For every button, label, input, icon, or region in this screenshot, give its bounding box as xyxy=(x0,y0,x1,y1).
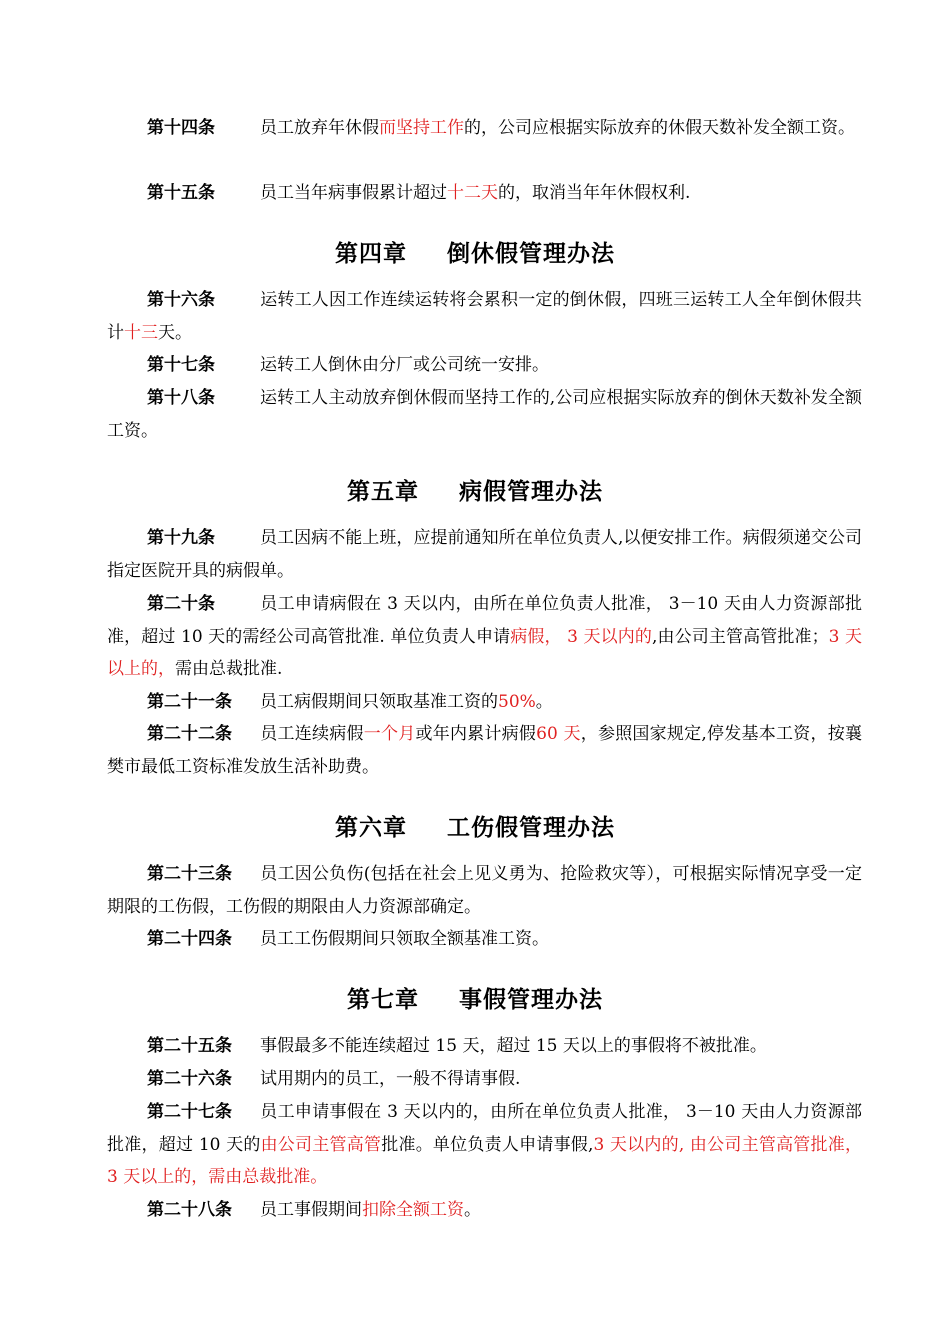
article-label: 第二十八条 xyxy=(147,1200,232,1220)
article-label: 第十六条 xyxy=(147,290,215,310)
article-label: 第十四条 xyxy=(147,118,215,138)
article-label: 第二十一条 xyxy=(147,692,232,712)
article-label: 第二十二条 xyxy=(147,724,232,744)
article-label: 第二十四条 xyxy=(147,929,232,949)
article-27: 第二十七条 员工申请事假在 3 天以内的，由所在单位负责人批准， 3－10 天由人力资源部批准，超过 10 天的由公司主管高管批准。单位负责人申请事假,3 天以内的, 由公司主管高管批准，3 天以上的，需由总裁批准。 xyxy=(107,1096,862,1194)
article-23: 第二十三条 员工因公负伤(包括在社会上见义勇为、抢险救灾等），可根据实际情况享受一定期限的工伤假，工伤假的期限由人力资源部确定。 xyxy=(107,858,862,923)
article-label: 第十九条 xyxy=(147,528,215,548)
article-label: 第二十条 xyxy=(147,594,215,614)
chapter-4-heading: 第四章 倒休假管理办法 xyxy=(335,240,615,267)
article-26: 第二十六条 试用期内的员工，一般不得请事假. xyxy=(107,1063,862,1096)
article-21: 第二十一条 员工病假期间只领取基准工资的50%。 xyxy=(107,686,862,719)
article-label: 第二十六条 xyxy=(147,1069,232,1089)
article-28: 第二十八条 员工事假期间扣除全额工资。 xyxy=(107,1194,862,1227)
article-label: 第二十三条 xyxy=(147,864,232,884)
article-24: 第二十四条 员工工伤假期间只领取全额基准工资。 xyxy=(107,923,862,956)
article-label: 第二十七条 xyxy=(147,1102,232,1122)
article-label: 第十七条 xyxy=(147,355,215,375)
article-15: 第十五条 员工当年病事假累计超过十二天的，取消当年年休假权利. xyxy=(107,177,862,210)
article-19: 第十九条 员工因病不能上班，应提前通知所在单位负责人,以便安排工作。病假须递交公司指定医院开具的病假单。 xyxy=(107,522,862,587)
article-label: 第十八条 xyxy=(147,388,215,408)
article-17: 第十七条 运转工人倒休由分厂或公司统一安排。 xyxy=(107,349,862,382)
chapter-7-heading: 第七章 事假管理办法 xyxy=(347,986,603,1013)
article-16: 第十六条 运转工人因工作连续运转将会累积一定的倒休假，四班三运转工人全年倒休假共计十三天。 xyxy=(107,284,862,349)
chapter-6-heading: 第六章 工伤假管理办法 xyxy=(335,814,615,841)
article-14: 第十四条 员工放弃年休假而坚持工作的，公司应根据实际放弃的休假天数补发全额工资。 xyxy=(107,112,862,145)
article-20: 第二十条 员工申请病假在 3 天以内，由所在单位负责人批准， 3－10 天由人力资源部批准，超过 10 天的需经公司高管批准. 单位负责人申请病假， 3 天以内的,由公司主管高管批准；3 天以上的，需由总裁批准. xyxy=(107,588,862,686)
chapter-5-heading: 第五章 病假管理办法 xyxy=(347,478,603,505)
article-label: 第二十五条 xyxy=(147,1036,232,1056)
article-25: 第二十五条 事假最多不能连续超过 15 天，超过 15 天以上的事假将不被批准。 xyxy=(107,1030,862,1063)
article-22: 第二十二条 员工连续病假一个月或年内累计病假60 天，参照国家规定,停发基本工资，按襄樊市最低工资标准发放生活补助费。 xyxy=(107,718,862,783)
article-label: 第十五条 xyxy=(147,183,215,203)
article-18: 第十八条 运转工人主动放弃倒休假而坚持工作的,公司应根据实际放弃的倒休天数补发全额工资。 xyxy=(107,382,862,447)
